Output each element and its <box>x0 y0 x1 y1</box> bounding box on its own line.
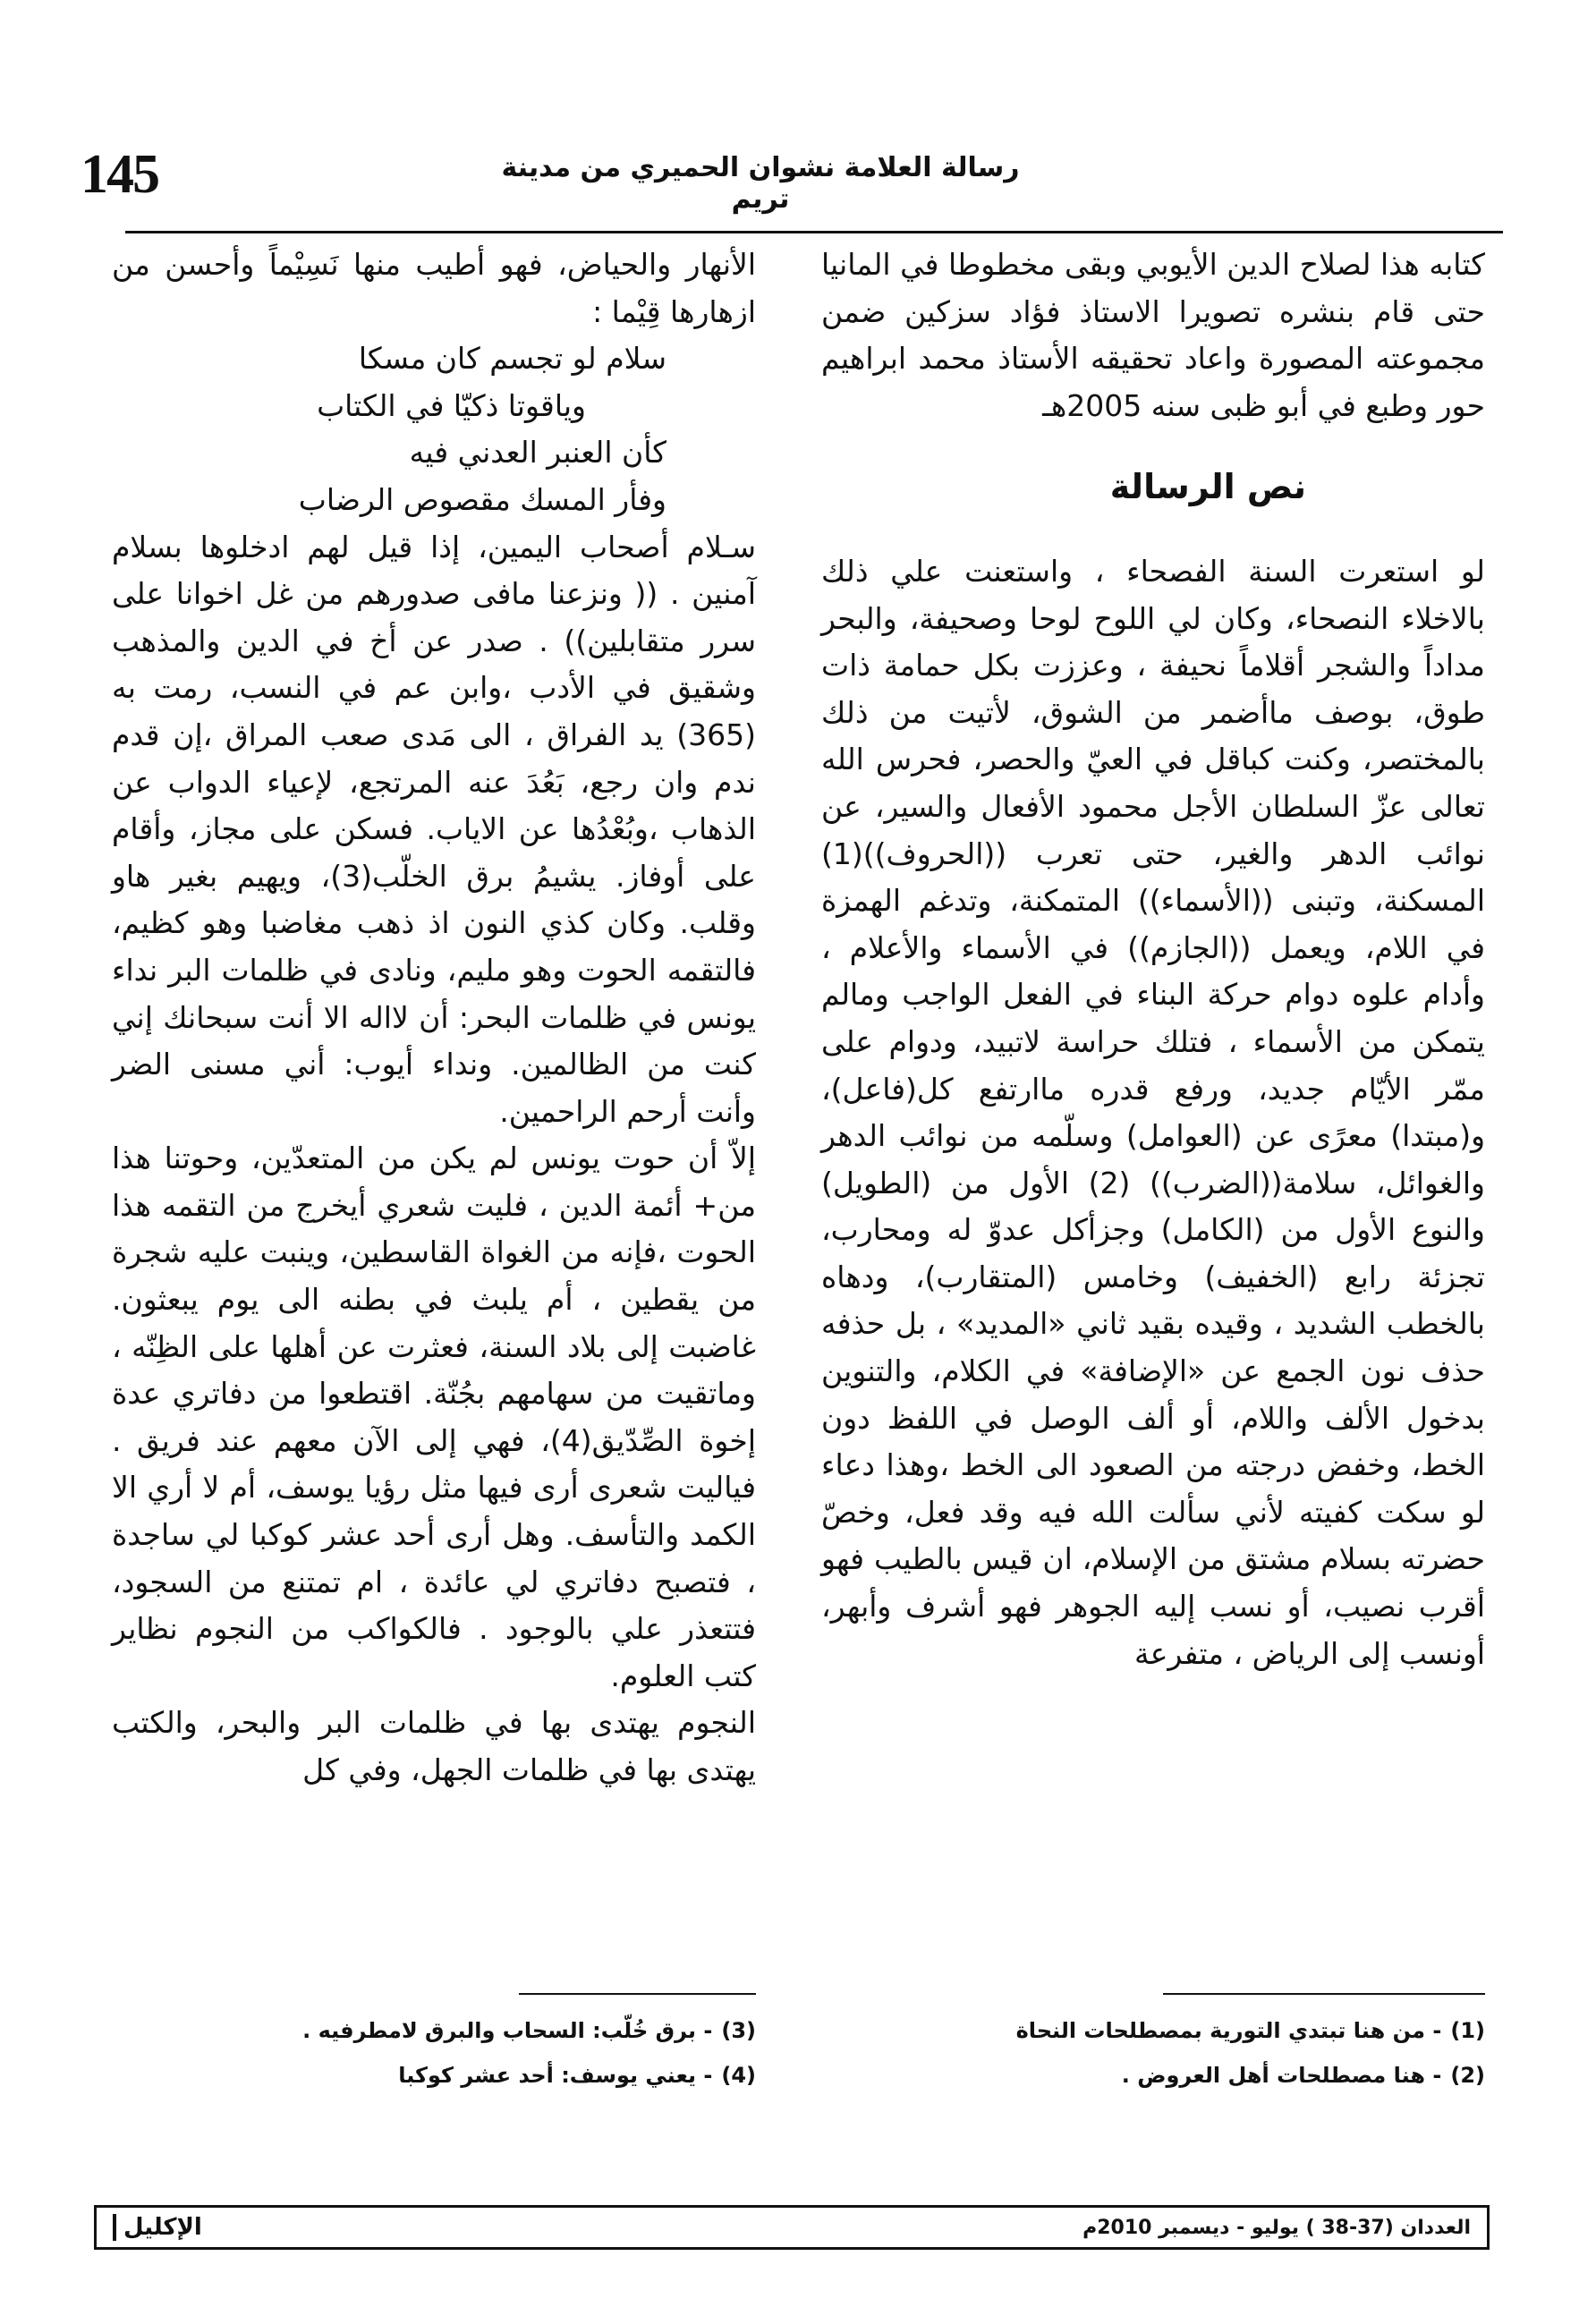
letter-body-paragraph: لو استعرت السنة الفصحاء ، واستعنت علي ذلك بالاخلاء النصحاء، وكان لي اللوح لوحا وصحيفة، والبحر مداداً والشجر أقلاماً نحيفة ، وعززت بكل حمامة ذات طوق، بوصف ماأضمر من الشوق، لأتيت من ذلك بالمختصر، وكنت كباقل في العيّ والحصر، فحرس الله تعالى عزّ السلطان الأجل محمود الأفعال والسير، عن نوائب الدهر والغير، حتى تعرب ((الحروف))(1) المسكنة، وتبنى ((الأسماء)) المتمكنة، وتدغم الهمزة في اللام، ويعمل ((الجازم)) في الأسماء والأعلام ، وأدام علوه دوام حركة البناء في الفعل الواجب ومالم يتمكن من الأسماء ، فتلك حراسة لاتبيد، ودوام على ممّر الأيّام جديد، ورفع قدره ماارتفع كل(فاعل)، و(مبتدا) معرًى عن (العوامل) وسلّمه من نوائب الدهر والغوائل، سلامة((الضرب)) (2) الأول من (الطويل) والنوع الأول من (الكامل) وجزأكل عدوّ له ومحارب، تجزئة رابع (الخفيف) وخامس (المتقارب)، ودهاه بالخطب الشديد ، وقيده بقيد ثاني «المديد» ، بل حذفه حذف نون الجمع عن «الإضافة» في الكلام، والتنوين بدخول الألف واللام، أو ألف الوصل في اللفظ دون الخط، وخفض درجته من الصعود الى الخط ،وهذا دعاء لو سكت كفيته لأني سألت الله فيه وقد فعل، وخصّ حضرته بسلام مشتق من الإسلام، ان قيس بالطيب فهو أقرب نصيب، أو نسب إليه الجوهر فهو أشرف وأبهر، أونسب إلى الرياض ، متفرعة <box>821 553 1485 1671</box>
poem <box>112 335 756 523</box>
footnote <box>112 2008 756 2053</box>
footnote <box>821 2008 1485 2053</box>
left-column <box>112 242 756 1794</box>
issue-info: العددان (37-38 ) يوليو - ديسمبر 2010م <box>1082 2216 1471 2239</box>
body-paragraph: النجوم يهتدى بها في ظلمات البر والبحر، والكتب يهتدى بها في ظلمات الجهل، وفي كل <box>112 1705 756 1787</box>
footnote-number: (3) <box>721 2018 756 2043</box>
footnote-text: - يعني يوسف: أحد عشر كوكبا <box>398 2063 713 2088</box>
body-paragraph: سـلام أصحاب اليمين، إذا قيل لهم ادخلوها بسلام آمنين . (( ونزعنا مافى صدورهم من غل اخوانا على سرر متقابلين)) . صدر عن أخ في الدين والمذهب وشقيق في الأدب ،وابن عم في النسب، رمت به (365) يد الفراق ، الى مَدى صعب المراق ،إن قدم ندم وان رجع، بَعُدَ عنه المرتجع، لإعياء الدواب عن الذهاب ،وبُعْدُها عن الاياب. فسكن على مجاز، وأقام على أوفاز. يشيمُ برق الخلّب(3)، ويهيم بغير هاو وقلب. وكان كذي النون اذ ذهب مغاضبا وهو كظيم، فالتقمه الحوت وهو مليم، ونادى في ظلمات البر نداء يونس في ظلمات البحر: أن لااله الا أنت سبحانك إني كنت من الظالمين. ونداء أيوب: أني مسنى الضر وأنت أرحم الراحمين. <box>112 529 756 1129</box>
page-number: 145 <box>81 144 158 205</box>
footnote <box>821 2053 1485 2098</box>
footnote-number: (4) <box>721 2063 756 2088</box>
right-column <box>821 242 1485 1677</box>
poem-line: وياقوتا ذكيّا في الكتاب <box>317 387 586 423</box>
footnote-number: (2) <box>1450 2063 1485 2088</box>
header-rule <box>125 231 1503 233</box>
footnote-number: (1) <box>1450 2018 1485 2043</box>
poem-line: سلام لو تجسم كان مسكا <box>358 341 666 377</box>
footnote-text: - برق خُلّب: السحاب والبرق لامطرفيه . <box>302 2018 713 2043</box>
footnote-rule <box>1163 1993 1485 1995</box>
footnote-rule <box>519 1993 756 1995</box>
footnotes-left <box>112 2008 756 2098</box>
poem-line: كأن العنبر العدني فيه <box>409 435 666 471</box>
journal-logo: الإكليل <box>113 2214 202 2241</box>
left-intro-paragraph: الأنهار والحياض، فهو أطيب منها نَسِيْماً وأحسن من ازهارها قِيْما : <box>112 247 756 329</box>
footnote-text: - هنا مصطلحات أهل العروض . <box>1121 2063 1442 2088</box>
running-title: رسالة العلامة نشوان الحميري من مدينة تريم <box>501 152 1020 215</box>
footnote-text: - من هنا تبتدي التورية بمصطلحات النحاة <box>1015 2018 1442 2043</box>
body-paragraph: إلاّ أن حوت يونس لم يكن من المتعدّين، وحوتنا هذا من+ أئمة الدين ، فليت شعري أيخرج من التقمه هذا الحوت ،فإنه من الغواة القاسطين، وينبت عليه شجرة من يقطين ، أم يلبث في بطنه الى يوم يبعثون. غاضبت إلى بلاد السنة، فعثرت عن أهلها على الظِنّه ، وماتقيت من سهامهم بجُنّة. اقتطعوا من دفاتري عدة إخوة الصِّدّيق(4)، فهي إلى الآن معهم عند فريق . فياليت شعرى أرى فيها مثل رؤيا يوسف، أم لا أري الا الكمد والتأسف. وهل أرى أحد عشر كوكبا لي ساجدة ، فتصبح دفاتري لي عائدة ، ام تمتنع من السجود، فتتعذر علي بالوجود . فالكواكب من النجوم نظاير كتب العلوم. <box>112 1141 756 1693</box>
footnotes-right <box>821 2008 1485 2098</box>
footnote <box>112 2053 756 2098</box>
poem-line: وفأر المسك مقصوص الرضاب <box>298 481 666 517</box>
section-heading: نص الرسالة <box>1109 467 1306 507</box>
footer-bar <box>94 2205 1490 2250</box>
intro-paragraph: كتابه هذا لصلاح الدين الأيوبي وبقى مخطوطا في المانيا حتى قام بنشره تصويرا الاستاذ فؤاد سزكين ضمن مجموعته المصورة واعاد تحقيقه الأستاذ محمد ابراهيم حور وطبع في أبو ظبى سنه 2005هـ <box>821 247 1485 423</box>
